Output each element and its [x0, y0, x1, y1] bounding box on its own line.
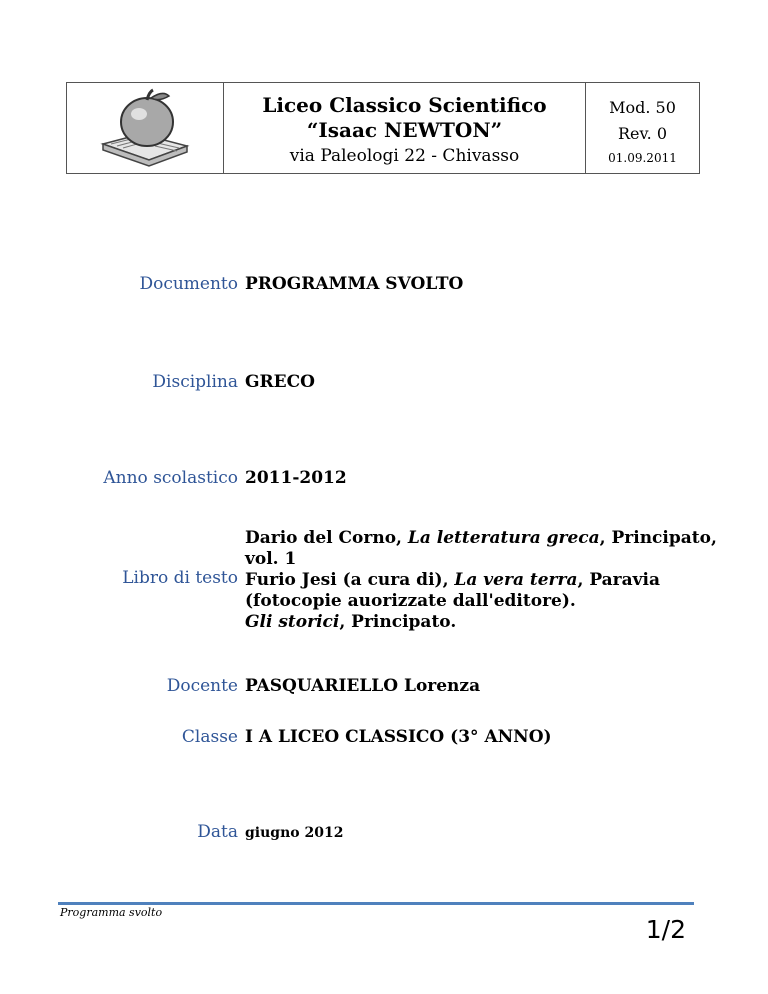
- classe-value: I A LICEO CLASSICO (3° ANNO): [245, 727, 552, 747]
- libro-line-5: Gli storici, Principato.: [245, 612, 457, 632]
- docente-value: PASQUARIELLO Lorenza: [245, 676, 481, 696]
- logo-cell: [67, 83, 224, 173]
- documento-value: PROGRAMMA SVOLTO: [245, 274, 464, 294]
- libro-value: [245, 528, 717, 633]
- footer-title: Programma svolto: [60, 906, 163, 919]
- libro-line-2: vol. 1: [245, 549, 297, 569]
- docente-label: Docente: [166, 676, 238, 696]
- footer-divider: [58, 902, 694, 905]
- school-name: Liceo Classico Scientifico: [262, 93, 547, 117]
- anno-value: 2011-2012: [245, 468, 347, 488]
- revision-number: Rev. 0: [617, 124, 667, 143]
- revision-date: 01.09.2011: [608, 151, 677, 165]
- anno-label: Anno scolastico: [103, 468, 238, 488]
- data-label: Data: [197, 822, 238, 842]
- data-value: giugno 2012: [245, 825, 344, 841]
- libro-label: Libro di testo: [122, 568, 238, 588]
- libro-line-4: (fotocopie auorizzate dall'editore).: [245, 591, 576, 611]
- disciplina-label: Disciplina: [152, 372, 238, 392]
- meta-cell: [586, 83, 699, 173]
- school-subname: “Isaac NEWTON”: [306, 118, 503, 142]
- header-table: [66, 82, 700, 174]
- disciplina-value: GRECO: [245, 372, 315, 392]
- documento-label: Documento: [139, 274, 238, 294]
- school-address: via Paleologi 22 - Chivasso: [289, 146, 520, 166]
- libro-line-1: Dario del Corno, La letteratura greca, Principato,: [245, 528, 717, 548]
- classe-label: Classe: [181, 727, 238, 747]
- apple-on-book-icon: [97, 88, 193, 168]
- page-number: 1/2: [645, 915, 686, 944]
- module-number: Mod. 50: [609, 98, 676, 117]
- libro-line-3: Furio Jesi (a cura di), La vera terra, Paravia: [245, 570, 661, 590]
- school-cell: [224, 83, 586, 173]
